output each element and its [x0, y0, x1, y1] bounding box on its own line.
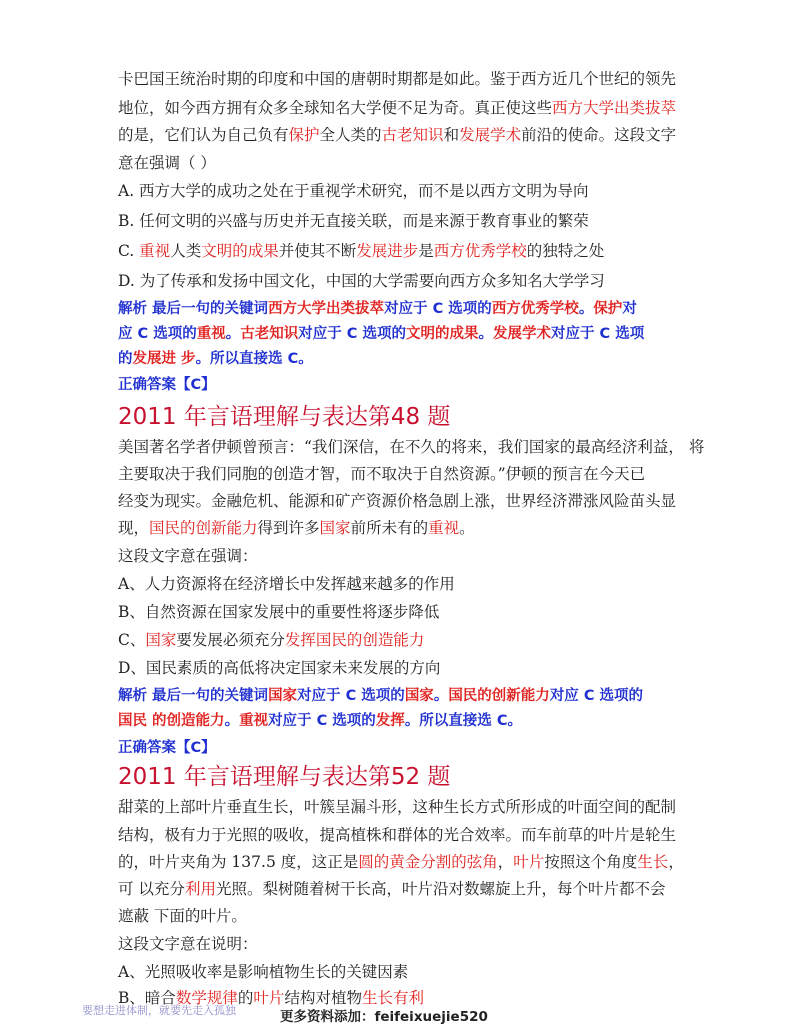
footer-motto: 要想走进体制，就要先走入孤独 [82, 1004, 236, 1017]
q1-option-c: C. 重视人类文明的成果并使其不断发展进步是西方优秀学校的独特之处 [118, 242, 605, 260]
q2-stem-line-3: 经变为现实。金融危机、能源和矿产资源价格急剧上涨，世界经济滞涨风险苗头显 [118, 492, 677, 510]
q1-stem-line-4: 意在强调（ ） [118, 154, 216, 172]
q3-option-a: A、光照吸收率是影响植物生长的关键因素 [118, 963, 409, 981]
q3-stem-line-5: 遮蔽 下面的叶片。 [118, 907, 247, 925]
q2-heading: 2011 年言语理解与表达第48 题 [118, 404, 451, 430]
q1-explanation-line-3: 的发展进 步。所以直接选 C。 [118, 351, 313, 367]
q1-stem-line-2: 地位，如今西方拥有众多全球知名大学便不足为奇。真正使这些西方大学出类拔萃 [118, 99, 677, 117]
q1-stem-line-1: 卡巴国王统治时期的印度和中国的唐朝时期都是如此。鉴于西方近几个世纪的领先 [118, 70, 677, 88]
q1-stem-line-3: 的是，它们认为自己负有保护全人类的古老知识和发展学术前沿的使命。这段文字 [118, 126, 677, 144]
q3-option-b: B、暗合数学规律的叶片结构对植物生长有利 [118, 989, 424, 1007]
q3-stem-line-1: 甜菜的上部叶片垂直生长，叶簇呈漏斗形，这种生长方式所形成的叶面空间的配制 [118, 798, 677, 816]
q1-option-b: B. 任何文明的兴盛与历史并无直接关联，而是来源于教育事业的繁荣 [118, 212, 589, 230]
q2-option-a: A、人力资源将在经济增长中发挥越来越多的作用 [118, 575, 455, 593]
q2-stem-line-1: 美国著名学者伊顿曾预言：“我们深信，在不久的将来，我们国家的最高经济利益， 将 [118, 438, 705, 456]
q2-correct-answer: 正确答案【C】 [118, 740, 216, 756]
q2-prompt: 这段文字意在强调： [118, 547, 258, 565]
footer-contact: 更多资料添加：feifeixuejie520 [280, 1009, 488, 1025]
q1-explanation-line-2: 应 C 选项的重视。古老知识对应于 C 选项的文明的成果。发展学术对应于 C 选项 [118, 326, 645, 342]
q1-option-d: D. 为了传承和发扬中国文化，中国的大学需要向西方众多知名大学学习 [118, 272, 605, 290]
q2-stem-line-4: 现，国民的创新能力得到许多国家前所未有的重视。 [118, 519, 475, 537]
q1-correct-answer: 正确答案【C】 [118, 377, 216, 393]
q1-explanation-line-1: 解析 最后一句的关键词西方大学出类拔萃对应于 C 选项的西方优秀学校。保护对 [118, 301, 637, 317]
q3-stem-line-4: 可 以充分利用光照。梨树随着树干长高，叶片沿对数螺旋上升，每个叶片都不会 [118, 880, 666, 898]
q3-heading: 2011 年言语理解与表达第52 题 [118, 764, 451, 790]
q2-option-c: C、国家要发展必须充分发挥国民的创造能力 [118, 631, 425, 649]
q3-stem-line-2: 结构，极有力于光照的吸收，提高植株和群体的光合效率。而车前草的叶片是轮生 [118, 826, 677, 844]
q3-stem-line-3: 的，叶片夹角为 137.5 度，这正是圆的黄金分割的弦角，叶片按照这个角度生长， [118, 853, 684, 871]
q1-option-a: A. 西方大学的成功之处在于重视学术研究，而不是以西方文明为导向 [118, 182, 589, 200]
q2-explanation-line-1: 解析 最后一句的关键词国家对应于 C 选项的国家。国民的创新能力对应 C 选项的 [118, 688, 644, 704]
q2-option-d: D、国民素质的高低将决定国家未来发展的方向 [118, 659, 441, 677]
q2-option-b: B、自然资源在国家发展中的重要性将逐步降低 [118, 603, 440, 621]
q3-prompt: 这段文字意在说明： [118, 935, 258, 953]
q2-explanation-line-2: 国民 的创造能力。重视对应于 C 选项的发挥。所以直接选 C。 [118, 713, 523, 729]
q2-stem-line-2: 主要取决于我们同胞的创造才智，而不取决于自然资源。”伊顿的预言在今天已 [118, 465, 646, 483]
